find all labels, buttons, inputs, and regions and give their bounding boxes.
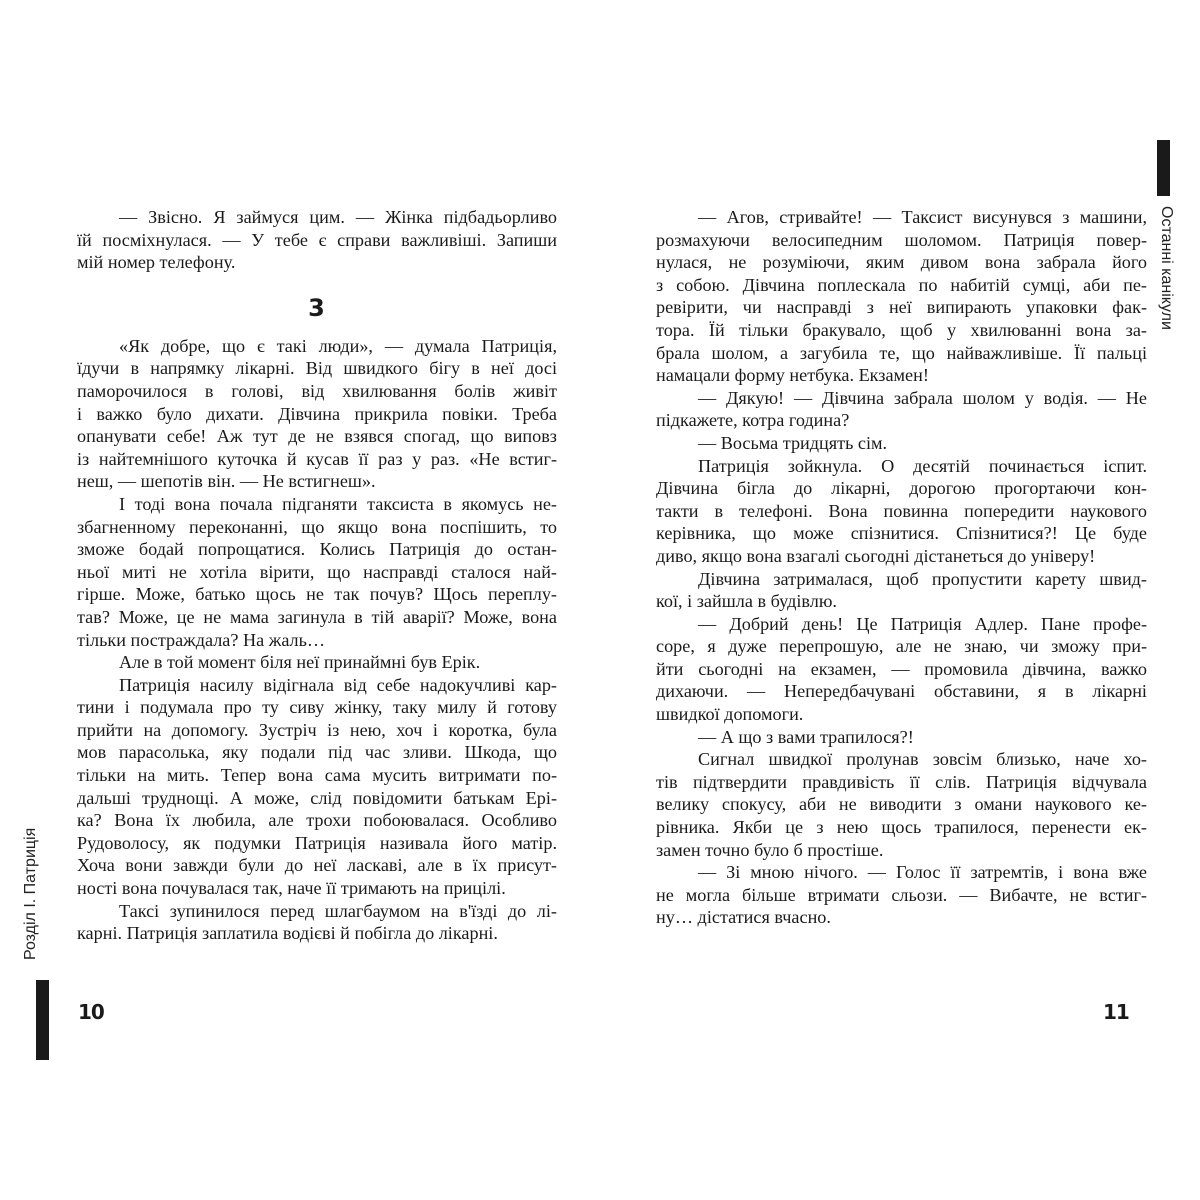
text-line: ревірити, чи насправді з неї випирають упаковки фак-: [656, 297, 1147, 318]
text-line: мій номер телефону.: [77, 252, 236, 273]
text-line: паморочилося в голові, від хвилювання болів живіт: [77, 380, 557, 401]
text-line: їй посміхнулася. — У тебе є справи важливіші. Запиши: [77, 229, 557, 250]
text-line: — Звісно. Я займуся цим. — Жінка підбадьорливо: [119, 207, 557, 227]
text-line: — А що з вами трапилося?!: [698, 726, 914, 747]
text-line: «Як добре, що є такі люди», — думала Патриція,: [119, 335, 557, 356]
text-line: і важко було дихати. Дівчина прикрила повіки. Треба: [77, 403, 557, 424]
text-line: — Восьма тридцять сім.: [698, 432, 888, 453]
text-line: ньої миті не хотіла вірити, що насправді сталося най-: [77, 561, 557, 582]
text-line: кої, і зайшла в будівлю.: [656, 591, 837, 612]
text-line: тини і подумала про ту сиву жінку, таку милу й готову: [77, 697, 557, 718]
text-line: Сигнал швидкої пролунав зовсім близько, наче хо-: [698, 749, 1147, 770]
text-line: прийти на допомогу. Зустріч із нею, хоч і коротка, була: [77, 719, 557, 740]
text-line: із найтемнішого куточка й кусав її раз у раз. «Не встиг-: [77, 448, 557, 469]
text-line: мов парасолька, яку подали під час зливи. Шкода, що: [77, 742, 557, 763]
text-line: тора. Їй тільки бракувало, щоб у хвилюванні вона за-: [656, 319, 1147, 340]
left-page-text: [77, 206, 557, 945]
text-line: з собою. Дівчина поплескала по набитій сумці, аби пе-: [656, 274, 1147, 295]
text-line: нулася, не розуміючи, яким дивом вона забрала його: [656, 252, 1147, 273]
text-line: дальші труднощі. А може, слід повідомити батькам Ері-: [77, 787, 557, 808]
text-line: Але в той момент біля неї принаймні був Ерік.: [119, 652, 481, 673]
text-line: Патриція зойкнула. О десятій починається іспит.: [698, 455, 1147, 476]
text-line: Таксі зупинилося перед шлагбаумом на в'їзді до лі-: [119, 900, 557, 921]
book-spread: Розділ I. Патриція — Звісно. Я займуся цим. — Жінка підбадьорливо їй посміхнулася. — У тебе є справи важливіші. Запиши мій номер телефону. 3 «Як добре, що є такі люди», — думала Патриція, їдучи в напрямку лікарні. Від швидкого бігу в неї досі паморочилося в голові, від хвилювання болів живіт і важко було дихати. Дівчина прикрила повіки. Треба опанувати себе! Аж тут де не взявся спогад, що виповз із найтемнішого куточка й кусав її раз у раз. «Не встиг- неш, — шепотів він. — Не встигнеш». І тоді вона почала підганяти таксиста в якомусь не- збагненному переконанні, що якщо вона поспішить, то зможе бодай попрощатися. Колись Патриція до остан- ньої миті не хотіла вірити, що насправді сталося най- гірше. Може, батько щось не так почув? Щось переплу- тав? Може, це не мама загинула в тій аварії? Може, вона тільки постраждала? На жаль… Але в той момент біля неї принаймні був Ерік. Патриція насилу відігнала від себе надокучливі кар- тини і подумала про ту сиву жінку, таку милу й готову прийти на допомогу. Зустріч із нею, хоч і коротка, була мов парасолька, яку подали під час зливи. Шкода, що тільки на мить. Тепер вона сама мусить витримати по- дальші труднощі. А може, слід повідомити батькам Ері- ка? Вона їх любила, але трохи побоювалася. Особливо Рудоволосу, як подумки Патриція називала його матір. Хоча вони завжди були до неї ласкаві, але в їх присут- ності вона почувалася так, наче її тримають на прицілі. Таксі зупинилося перед шлагбаумом на в'їзді до лі- карні. Патриція заплатила водієві й побігла до лікарні. 10 Останні канікули — Агов, стривайте! — Таксист висунувся з машини, розмахуючи велосипедним шоломом. Патриція повер- нулася, не розуміючи, яким дивом вона забрала його з собою. Дівчина поплескала по набитій сумці, аби пе- ревірити, чи насправді з неї випирають упаковки фак- тора. Їй тільки бракувало, щоб у хвилюванні вона за- брала шолом, а загубила те, що найважливіше. Її пальці намацали форму нетбука. Екзамен! — Дякую! — Дівчина забрала шолом у водія. — Не підкажете, котра година? — Восьма тридцять сім. Патриція зойкнула. О десятій починається іспит. Дівчина бігла до лікарні, дорогою прогортаючи кон- такти в телефоні. Вона повинна попередити наукового керівника, що може спізнитися. Спізнитися?! Це буде диво, якщо вона взагалі сьогодні дістанеться до універу! Дівчина затрималася, щоб пропустити карету швид- кої, і зайшла в будівлю. — Добрий день! Це Патриція Адлер. Пане профе- соре, я дуже перепрошую, але не знаю, чи зможу при- йти сьогодні на екзамен, — промовила дівчина, важко дихаючи. — Непередбачувані обставини, я в лікарні швидкої допомоги. — А що з вами трапилося?! Сигнал швидкої пролунав зовсім близько, наче хо- тів підтвердити правдивість її слів. Патриція відчувала велику спокусу, аби не виводити з омани наукового ке- рівника. Якби це з нею щось трапилося, перенести ек- замен точно було б простіше. — Зі мною нічого. — Голос її затремтів, і вона вже не могла більше втримати сльози. — Вибачте, не встиг- ну… дістатися вчасно. 11: [0, 0, 1200, 1200]
right-page-number: 11: [1103, 1000, 1129, 1024]
text-line: — Добрий день! Це Патриція Адлер. Пане профе-: [698, 613, 1147, 634]
text-line: Дівчина затрималася, щоб пропустити карету швид-: [698, 568, 1147, 589]
text-line: тільки на мить. Тепер вона сама мусить витримати по-: [77, 765, 557, 786]
text-line: Хоча вони завжди були до неї ласкаві, але в їх присут-: [77, 855, 557, 876]
text-line: Патриція насилу відігнала від себе надокучливі кар-: [119, 674, 557, 695]
text-line: брала шолом, а загубила те, що найважливіше. Її пальці: [656, 342, 1147, 363]
left-edge-marker: [36, 980, 49, 1060]
right-edge-marker: [1157, 140, 1170, 196]
text-line: опанувати себе! Аж тут де не взявся спогад, що виповз: [77, 426, 557, 447]
text-line: І тоді вона почала підганяти таксиста в якомусь не-: [119, 493, 557, 514]
text-line: Дівчина бігла до лікарні, дорогою прогортаючи кон-: [656, 478, 1147, 499]
text-line: карні. Патриція заплатила водієві й побігла до лікарні.: [77, 923, 498, 944]
text-line: ка? Вона їх любила, але трохи побоювалася. Особливо: [77, 810, 557, 831]
text-line: йти сьогодні на екзамен, — промовила дівчина, важко: [656, 658, 1147, 679]
text-line: такти в телефоні. Вона повинна попередити наукового: [656, 500, 1147, 521]
chapter-number: 3: [308, 293, 326, 322]
text-line: зможе бодай попрощатися. Колись Патриція до остан-: [77, 539, 557, 560]
text-line: тів підтвердити правдивість її слів. Патриція відчувала: [656, 771, 1147, 792]
right-page-text: [656, 206, 1147, 929]
text-line: неш, — шепотів він. — Не встигнеш».: [77, 471, 376, 492]
text-line: ну… дістатися вчасно.: [656, 907, 831, 928]
text-line: їдучи в напрямку лікарні. Від швидкого бігу в неї досі: [77, 358, 557, 379]
text-line: розмахуючи велосипедним шоломом. Патриція повер-: [656, 229, 1147, 250]
left-page-number: 10: [78, 1000, 104, 1024]
text-line: гірше. Може, батько щось не так почув? Щось переплу-: [77, 584, 557, 605]
text-line: тав? Може, це не мама загинула в тій аварії? Може, вона: [77, 606, 557, 627]
text-line: керівника, що може спізнитися. Спізнитися?! Це буде: [656, 523, 1147, 544]
text-line: соре, я дуже перепрошую, але не знаю, чи зможу при-: [656, 636, 1147, 657]
text-line: підкажете, котра година?: [656, 410, 850, 431]
text-line: велику спокусу, аби не виводити з омани наукового ке-: [656, 794, 1147, 815]
text-line: — Агов, стривайте! — Таксист висунувся з машини,: [698, 207, 1147, 227]
text-line: намацали форму нетбука. Екзамен!: [656, 365, 929, 386]
text-line: замен точно було б простіше.: [656, 839, 884, 860]
text-line: — Зі мною нічого. — Голос її затремтів, і вона вже: [698, 862, 1147, 883]
text-line: тільки постраждала? На жаль…: [77, 629, 326, 650]
text-line: ності вона почувалася так, наче її тримають на прицілі.: [77, 878, 506, 899]
text-line: диво, якщо вона взагалі сьогодні дістанеться до універу!: [656, 545, 1096, 566]
text-line: Рудоволосу, як подумки Патриція називала його матір.: [77, 832, 557, 853]
text-line: рівника. Якби це з нею щось трапилося, перенести ек-: [656, 817, 1147, 838]
text-line: дихаючи. — Непередбачувані обставини, я в лікарні: [656, 681, 1147, 702]
text-line: збагненному переконанні, що якщо вона поспішить, то: [77, 516, 557, 537]
text-line: — Дякую! — Дівчина забрала шолом у водія. — Не: [698, 387, 1147, 408]
text-line: не могла більше втримати сльози. — Вибачте, не встиг-: [656, 884, 1147, 905]
text-line: швидкої допомоги.: [656, 704, 804, 725]
